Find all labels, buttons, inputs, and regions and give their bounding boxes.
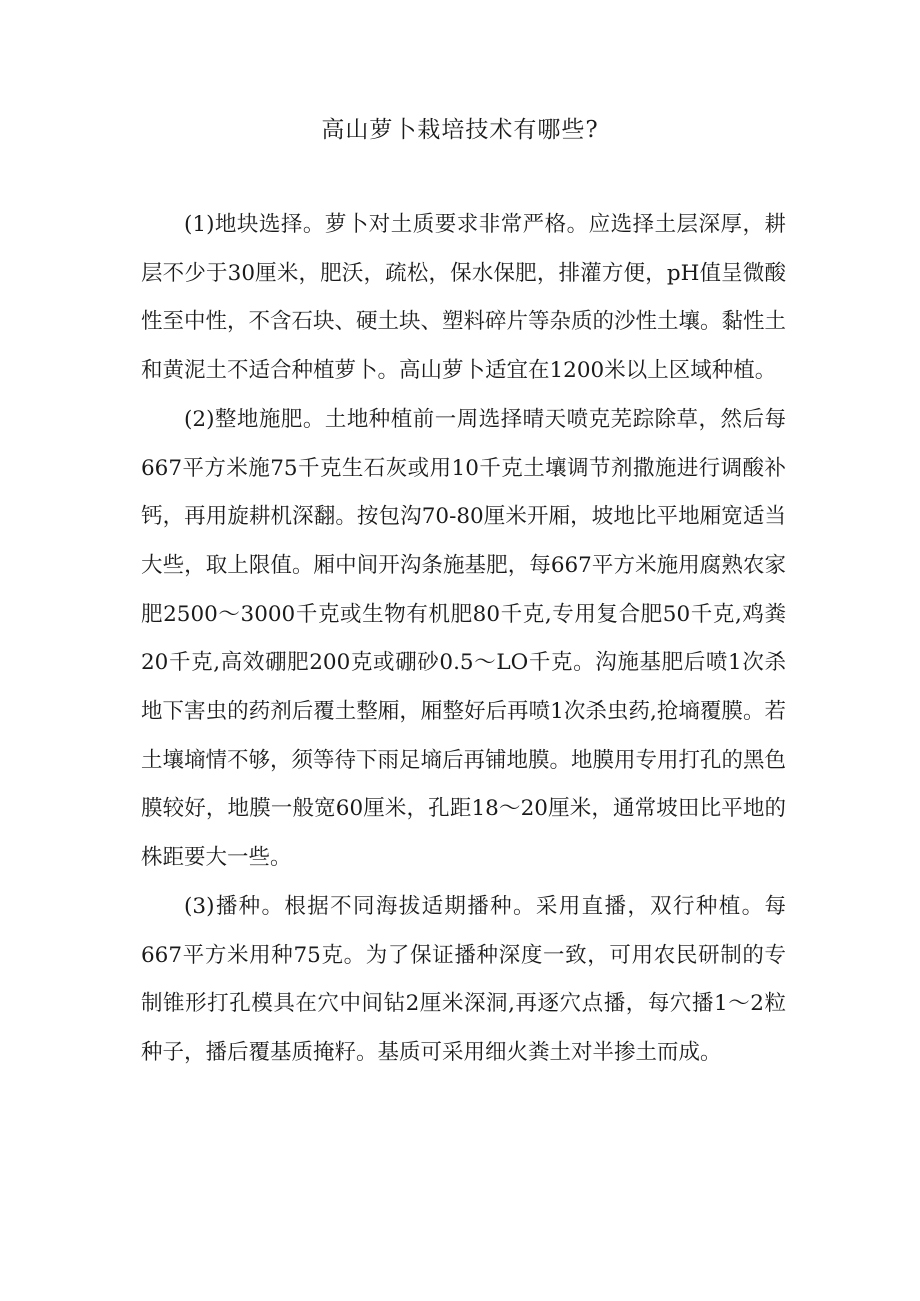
paragraph-land-selection: (1)地块选择。萝卜对土质要求非常严格。应选择土层深厚，耕层不少于30厘米，肥沃，疏松，保水保肥，排灌方便，pH值呈微酸性至中性，不含石块、硬土块、塑料碎片等杂质的沙性土壤。黏性土和黄泥土不适合种植萝卜。高山萝卜适宜在1200米以上区域种植。 — [141, 212, 787, 384]
paragraph-land-preparation: (2)整地施肥。土地种植前一周选择晴天喷克芜踪除草，然后每667平方米施75千克生石灰或用10千克土壤调节剂撒施进行调酸补钙，再用旋耕机深翻。按包沟70-80厘米开厢，坡地比平地厢宽适当大些，取上限值。厢中间开沟条施基肥，每667平方米施用腐熟农家肥2500～3000千克或生物有机肥80千克,专用复合肥50千克,鸡粪20千克,高效硼肥200克或硼砂0.5～LO千克。沟施基肥后喷1次杀地下害虫的药剂后覆土整厢，厢整好后再喷1次杀虫药,抢墒覆膜。若土壤墒情不够，须等待下雨足墒后再铺地膜。地膜用专用打孔的黑色膜较好，地膜一般宽60厘米，孔距18～20厘米，通常坡田比平地的株距要大一些。 — [141, 406, 787, 871]
document-title: 高山萝卜栽培技术有哪些? — [321, 117, 599, 143]
document-body — [141, 201, 786, 1078]
paragraph-sowing: (3)播种。根据不同海拔适期播种。采用直播，双行种植。每667平方米用种75克。为了保证播种深度一致，可用农民研制的专制锥形打孔模具在穴中间钻2厘米深洞,再逐穴点播，每穴播1～2粒种子，播后覆基质掩籽。基质可采用细火粪土对半掺土而成。 — [141, 893, 786, 1065]
